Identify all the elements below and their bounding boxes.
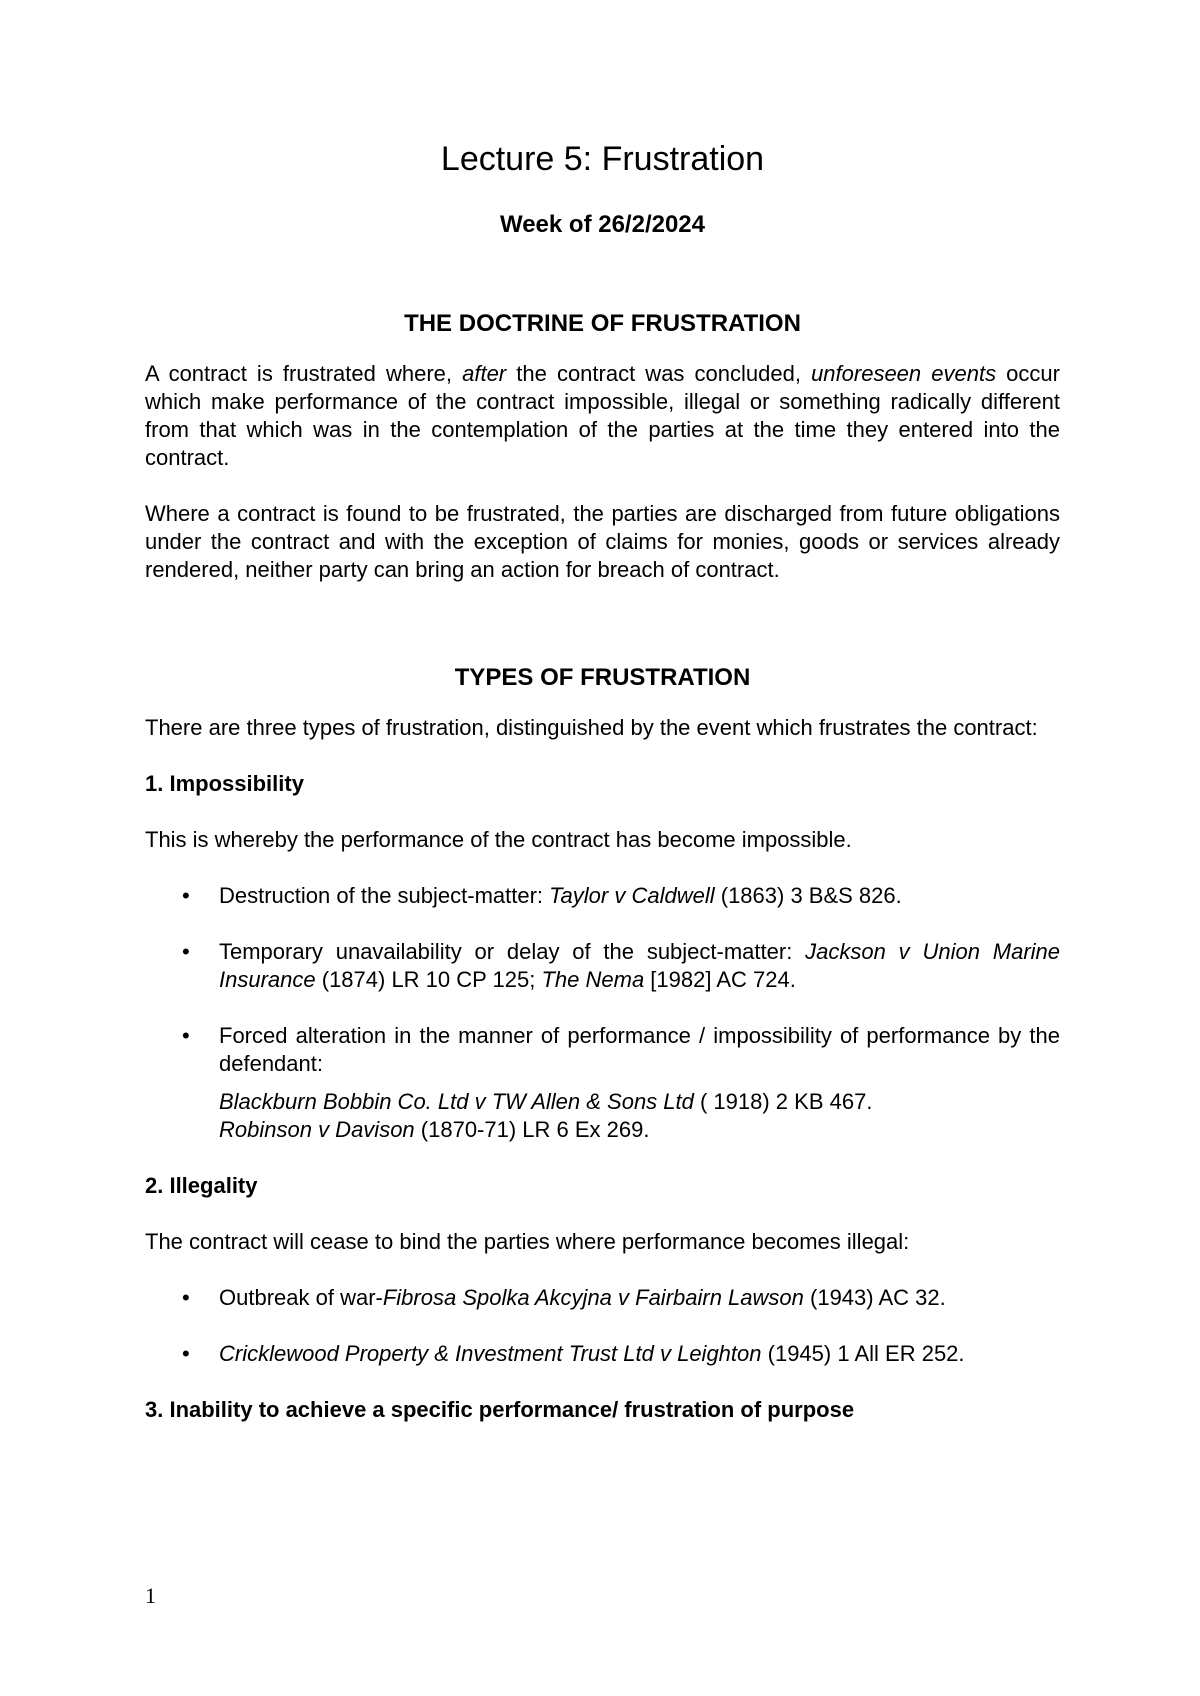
text-run: A contract is frustrated where, [145, 361, 463, 386]
case-line [219, 1088, 1060, 1116]
case-citation: (1874) LR 10 CP 125; [315, 967, 542, 992]
bullet-icon: • [182, 1023, 190, 1048]
lecture-date: Week of 26/2/2024 [499, 211, 706, 238]
case-name: Jackson v Union Marine Insurance [219, 939, 1061, 992]
text-run: Destruction of the subject-matter: [219, 883, 550, 908]
types-intro: There are three types of frustration, distinguished by the event which frustrates the contract: [145, 715, 1038, 740]
case-citation: (1863) 3 B&S 826. [714, 883, 902, 908]
case-name: Blackburn Bobbin Co. Ltd v TW Allen & Sons Ltd [219, 1089, 694, 1114]
impossibility-list [145, 882, 1060, 1144]
bullet-icon: • [182, 939, 190, 964]
text-run: occur which make performance of the contract impossible, illegal or something radically different from that which was in the contemplation of the parties at the time they entered into the contract. [145, 361, 1060, 470]
list-item [145, 882, 1060, 910]
illegality-list [145, 1284, 1060, 1368]
bullet-icon: • [182, 1341, 190, 1366]
impossibility-heading: 1. Impossibility [145, 771, 304, 796]
purpose-heading: 3. Inability to achieve a specific performance/ frustration of purpose [145, 1397, 855, 1422]
case-line [219, 1116, 1060, 1144]
case-citation: (1870-71) LR 6 Ex 269. [414, 1117, 650, 1142]
case-name: Taylor v Caldwell [549, 883, 715, 908]
text-run: Forced alteration in the manner of performance / impossibility of performance by the defendant: [219, 1023, 1060, 1076]
types-heading: TYPES OF FRUSTRATION [454, 664, 751, 691]
case-citation: (1945) 1 All ER 252. [761, 1341, 965, 1366]
bullet-icon: • [182, 883, 190, 908]
case-citation: (1943) AC 32. [803, 1285, 946, 1310]
list-item [145, 1022, 1060, 1144]
doctrine-heading: THE DOCTRINE OF FRUSTRATION [404, 310, 801, 337]
text-run: Outbreak of war- [219, 1285, 383, 1310]
emphasis-after: after [462, 361, 507, 386]
case-name: Fibrosa Spolka Akcyjna v Fairbairn Lawson [382, 1285, 804, 1310]
case-name: The Nema [541, 967, 645, 992]
emphasis-unforeseen-events: unforeseen events [811, 361, 997, 386]
page-number: 1 [145, 1583, 156, 1608]
doctrine-paragraph-1 [145, 360, 1060, 472]
case-citation: ( 1918) 2 KB 467. [693, 1089, 873, 1114]
case-name: Cricklewood Property & Investment Trust Ltd v Leighton [219, 1341, 762, 1366]
list-item [145, 1284, 1060, 1312]
impossibility-intro: This is whereby the performance of the contract has become impossible. [145, 827, 852, 852]
illegality-heading: 2. Illegality [145, 1173, 258, 1198]
text-run: the contract was concluded, [506, 361, 812, 386]
page-content [145, 140, 1060, 1452]
case-citation: [1982] AC 724. [644, 967, 796, 992]
case-block [219, 1088, 1060, 1144]
illegality-intro: The contract will cease to bind the parties where performance becomes illegal: [145, 1229, 910, 1254]
list-item [145, 938, 1060, 994]
text-run: Temporary unavailability or delay of the subject-matter: [219, 939, 806, 964]
doctrine-paragraph-2: Where a contract is found to be frustrated, the parties are discharged from future obligations under the contract and with the exception of claims for monies, goods or services already rendered, neither party can bring an action for breach of contract. [145, 501, 1060, 582]
case-name: Robinson v Davison [219, 1117, 415, 1142]
lecture-title: Lecture 5: Frustration [440, 140, 765, 178]
list-item [145, 1340, 1060, 1368]
bullet-icon: • [182, 1285, 190, 1310]
